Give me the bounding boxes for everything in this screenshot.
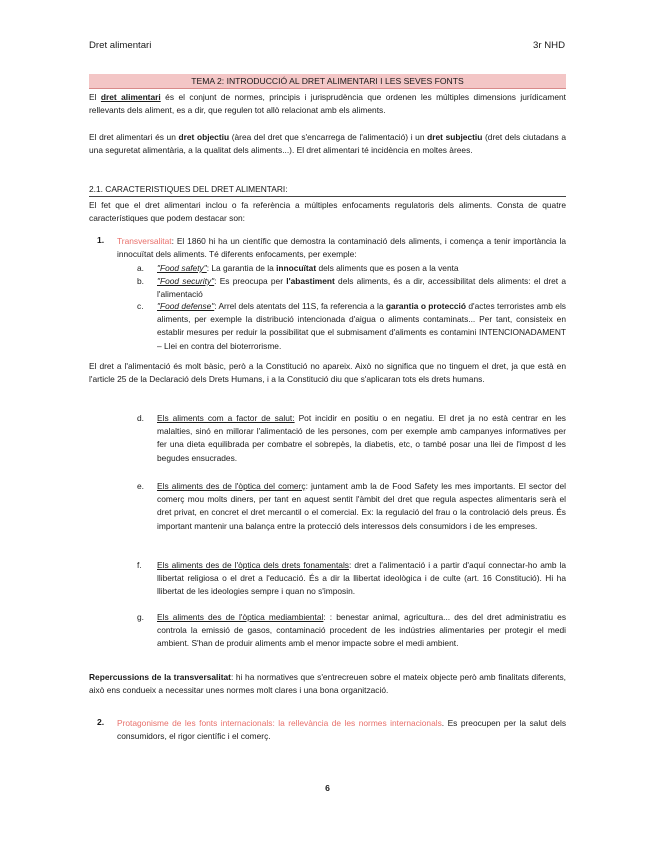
page-number: 6 bbox=[325, 783, 330, 793]
paragraph-repercussions: Repercussions de la transversalitat: hi ha normatives que s'entrecreuen sobre el mateix objecte però amb finalitats diferents, això ens condueix a necessitar unes normes molt clares i una bona organització. bbox=[89, 672, 566, 696]
sublist-marker-f: f. bbox=[137, 560, 142, 570]
sublist-marker-e: e. bbox=[137, 481, 144, 491]
sublist-item-food-safety: "Food safety": La garantia de la innocuïtat dels aliments que es posen a la venta bbox=[157, 263, 459, 273]
sublist-item-food-defense: "Food defense": Arrel dels atentats del 11S, fa referencia a la garantia o protecció d'actes terroristes amb els aliments, per exemple la distribució intencionada d'aigua o aliments contaminats... Per tant, consisteix en establir mesures per reduir la possibilitat que el submisament d'aliments es contamini INTENCIONADAMENT – Llei en contra del bioterrorisme. bbox=[157, 301, 566, 351]
sublist-item-salut: Els aliments com a factor de salut: Pot incidir en positiu o en negatiu. El dret ja no està centrar en les malalties, sinó en millorar l'alimentació de les persones, com per exemple amb campanyes informatives per fer una dieta equilibrada per combatre el sobrepès, la diabetis, etc, o també posar una llei de l'impost d les begudes ensucrades. bbox=[157, 413, 566, 463]
header-left: Dret alimentari bbox=[89, 40, 152, 51]
label-transversalitat: Transversalitat bbox=[117, 236, 172, 246]
list-number-2: 2. bbox=[97, 717, 105, 727]
sublist-marker-d: d. bbox=[137, 413, 144, 423]
sublist-marker-b: b. bbox=[137, 276, 144, 286]
paragraph-dret-basic: El dret a l'alimentació és molt bàsic, però a la Constitució no apareix. Això no significa que no tinguem el dret, ja que està en l'article 25 de la Declaració dels Drets Humans, i a la Constitució diu que s'aplicaran tots els drets humans. bbox=[89, 361, 566, 385]
intro-paragraph-2: El dret alimentari és un dret objectiu (àrea del dret que s'encarrega de l'alimentació) i un dret subjectiu (dret dels ciutadans a una seguretat alimentària, a la qualitat dels aliments...). El dret alimentari té incidència en moltes àrees. bbox=[89, 132, 566, 156]
page-title: TEMA 2: INTRODUCCIÓ AL DRET ALIMENTARI I LES SEVES FONTS bbox=[89, 74, 566, 89]
section-intro: El fet que el dret alimentari inclou o fa referència a múltiples enfocaments regulatoris dels aliments. Consta de quatre característiques que podem destacar son: bbox=[89, 200, 566, 224]
list-number-1: 1. bbox=[97, 235, 105, 245]
header-right: 3r NHD bbox=[533, 40, 565, 51]
sublist-item-comerc: Els aliments des de l'òptica del comerç: juntament amb la de Food Safety les mes importants. El sector del comerç mou molts diners, per tant en aquest sentit l'àmbit del dret que regula aspectes alimentaris serà el dret privat, en concret el dret mercantil o el comercial. Ex: la regulació del frau o la controlació dels preus. És important mantenir una balança entre la protecció dels interessos dels consumidors i de les empreses. bbox=[157, 481, 566, 531]
list-item-fonts-internacionals: Protagonisme de les fonts internacionals: la rellevància de les normes internacionals. Es preocupen per la salut dels consumidors, el rigor científic i el comerç. bbox=[117, 718, 567, 742]
sublist-marker-a: a. bbox=[137, 263, 144, 273]
section-divider bbox=[89, 196, 566, 197]
list-item-transversalitat: Transversalitat: El 1860 hi ha un científic que demostra la contaminació dels aliments, i comença a tenir importància la innocuïtat dels aliments. Té diferents enfocaments, per exemple: bbox=[117, 236, 566, 260]
sublist-marker-g: g. bbox=[137, 612, 144, 622]
intro-paragraph-1: El dret alimentari és el conjunt de normes, principis i jurisprudència que ordenen les múltiples dimensions jurídicament rellevants dels aliment, es a dir, que regulen tot allò relacionat amb els aliments. bbox=[89, 92, 566, 116]
sublist-item-food-security: "Food security": Es preocupa per l'abastiment dels aliments, és a dir, accessibilitat dels aliments: el dret a l'alimentació bbox=[157, 276, 567, 300]
label-fonts-internacionals: Protagonisme de les fonts internacionals bbox=[117, 718, 273, 728]
term-dret-alimentari: dret alimentari bbox=[100, 92, 161, 102]
sublist-marker-c: c. bbox=[137, 301, 144, 311]
section-title: 2.1. CARACTERISTIQUES DEL DRET ALIMENTARI: bbox=[89, 184, 288, 194]
sublist-item-drets-fonamentals: Els aliments des de l'òptica dels drets fonamentals: dret a l'alimentació i a partir d'aquí connectar-ho amb la llibertat religiosa o el dret a l'educació. És a dir la llibertat ideològica i de culte (art. 16 Constitució). Hi ha llibertat de les ideologies sempre i quan no s'imposin. bbox=[157, 560, 567, 597]
sublist-item-mediambiental: Els aliments des de l'òptica mediambiental: : benestar animal, agricultura... des del dret administratiu es controla la emissió de gasos, contaminació procedent de les indústries alimentaries per protegir el medi ambient. S'han de produir aliments amb el menor impacte sobre el medi ambient. bbox=[157, 612, 567, 649]
